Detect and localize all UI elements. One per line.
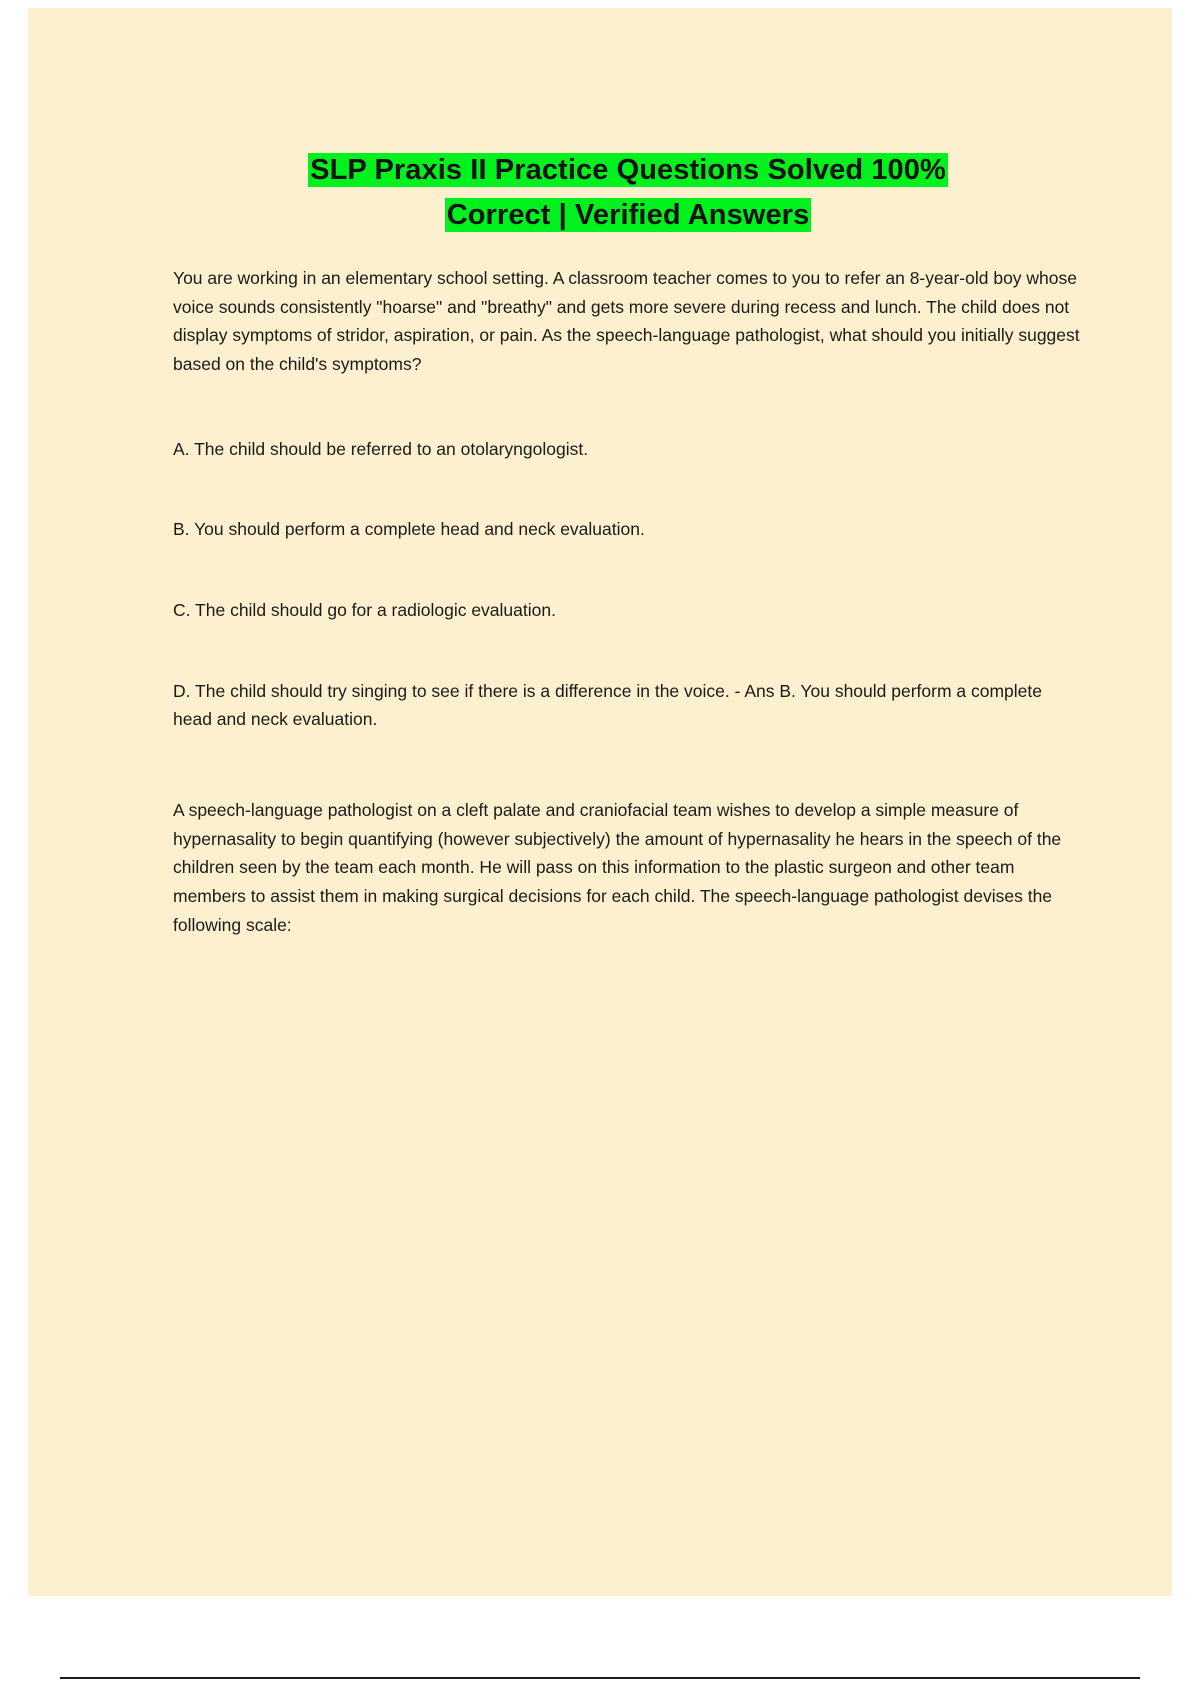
- page-sheet: [28, 8, 1172, 1596]
- question-2-stem: A speech-language pathologist on a cleft palate and craniofacial team wishes to develop a simple measure of hypernasality to begin quantifying (however subjectively) the amount of hypernasality he hears in the speech of the children seen by the team each month. He will pass on this information to the plastic surgeon and other team members to assist them in making surgical decisions for each child. The speech-language pathologist devises the following scale:: [173, 800, 1062, 935]
- question-1-stem: You are working in an elementary school setting. A classroom teacher comes to you to refer an 8-year-old boy whose voice sounds consistently "hoarse" and "breathy" and gets more severe during recess and lunch. The child does not display symptoms of stridor, aspiration, or pain. As the speech-language pathologist, what should you initially suggest based on the child's symptoms?: [173, 267, 1080, 374]
- question-1-option-a: A. The child should be referred to an otolaryngologist.: [173, 438, 589, 459]
- spacer: [173, 463, 1083, 515]
- page-title: [173, 148, 1083, 238]
- spacer: [173, 379, 1083, 435]
- spacer: [173, 544, 1083, 596]
- title-line-2: Correct | Verified Answers: [446, 198, 810, 231]
- title-line-1: SLP Praxis II Practice Questions Solved 100%: [310, 154, 946, 186]
- question-1-option-d-with-answer: D. The child should try singing to see if there is a difference in the voice. - Ans B. You should perform a complete head and neck evaluation.: [173, 680, 1043, 730]
- question-1-option-c: C. The child should go for a radiologic evaluation.: [173, 600, 556, 620]
- question-1-option-b: B. You should perform a complete head and neck evaluation.: [173, 519, 645, 540]
- footer-divider: [60, 1677, 1140, 1679]
- document-content: [173, 148, 1083, 940]
- spacer: [173, 734, 1083, 796]
- spacer: [173, 625, 1083, 677]
